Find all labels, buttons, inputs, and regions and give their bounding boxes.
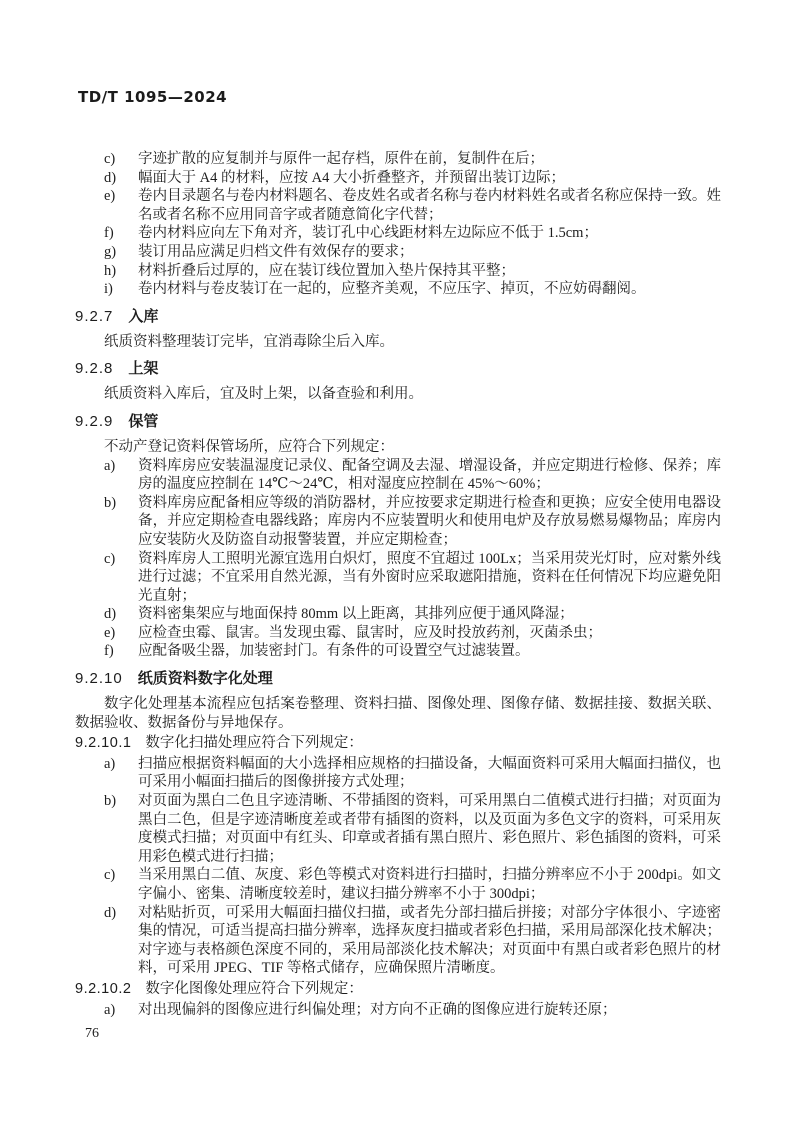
clause-number: 9.2.9 <box>75 412 114 430</box>
clause-title: 纸质资料数字化处理 <box>137 670 273 688</box>
list-item-text: 资料库房应配备相应等级的消防器材，并应按要求定期进行检查和更换；应安全使用电器设备，并应定期检查电器线路；库房内不应装置明火和使用电炉及存放易燃易爆物品；库房内应安装防火及防盗自动报警装置，并应定期检查； <box>138 494 721 548</box>
list-item <box>75 1001 721 1020</box>
list-item-label: a) <box>104 755 116 772</box>
list-item-label: f) <box>104 225 114 242</box>
list-item-text: 应配备吸尘器，加装密封门。有条件的可设置空气过滤装置。 <box>138 643 530 660</box>
list-item-text: 资料库房应安装温湿度记录仪、配备空调及去湿、增湿设备，并应定期进行检修、保养；库房的温度应控制在 14℃～24℃，相对湿度应控制在 45%～60%； <box>138 457 721 493</box>
list-item <box>75 169 721 188</box>
list-item <box>75 224 721 243</box>
list-item <box>75 550 721 606</box>
list-item-text: 扫描应根据资料幅面的大小选择相应规格的扫描设备，大幅面资料可采用大幅面扫描仪，也可采用小幅面扫描后的图像拼接方式处理； <box>138 755 721 791</box>
list-item-label: b) <box>104 793 117 810</box>
list-item <box>75 642 721 661</box>
list-item-text: 当采用黑白二值、灰度、彩色等模式对资料进行扫描时，扫描分辨率应不小于 200dpi。如文字偏小、密集、清晰度较差时，建议扫描分辨率不小于 300dpi； <box>138 867 721 902</box>
clause-number: 9.2.7 <box>75 307 114 325</box>
list-item-text: 应检查虫霉、鼠害。当发现虫霉、鼠害时，应及时投放药剂，灭菌杀虫； <box>138 624 602 641</box>
subclause-number: 9.2.10.1 <box>75 735 132 752</box>
clause-title: 上架 <box>128 360 159 378</box>
list-item <box>75 262 721 281</box>
list-item <box>75 624 721 643</box>
clause-number: 9.2.10 <box>75 670 123 688</box>
section-heading <box>75 359 721 379</box>
list-item-label: d) <box>104 169 117 186</box>
list-item-text: 对页面为黑白二色且字迹清晰、不带插图的资料，可采用黑白二值模式进行扫描；对页面为黑白二色，但是字迹清晰度差或者带有插图的资料，以及页面为多色文字的资料，可采用灰度模式扫描；对页面中有红头、印章或者插有黑白照片、彩色照片、彩色插图的资料，可采用彩色模式进行扫描； <box>138 793 721 865</box>
list-item-text: 卷内材料与卷皮装订在一起的，应整齐美观，不应压字、掉页，不应妨碍翻阅。 <box>138 281 646 298</box>
clause-title: 保管 <box>128 412 159 430</box>
ordered-list <box>75 1001 721 1020</box>
list-item <box>75 605 721 624</box>
ordered-list <box>75 457 721 662</box>
list-item-label: e) <box>104 188 116 205</box>
list-item-label: c) <box>104 550 116 567</box>
paragraph: 纸质资料整理装订完毕，宜消毒除尘后入库。 <box>104 333 394 350</box>
subclause-text: 数字化图像处理应符合下列规定： <box>145 980 363 997</box>
list-item-text: 资料库房人工照明光源宜选用白炽灯，照度不宜超过 100Lx；当采用荧光灯时，应对紫外线进行过滤；不宜采用自然光源，当有外窗时应采取遮阳措施，资料在任何情况下均应避免阳光直射； <box>138 550 721 604</box>
list-item <box>75 187 721 224</box>
list-item-text: 对粘贴折页，可采用大幅面扫描仪扫描，或者先分部扫描后拼接；对部分字体很小、字迹密集的情况，可适当提高扫描分辨率，选择灰度扫描或者彩色扫描，采用局部深化技术解决；对字迹与表格颜色深度不同的，采用局部淡化技术解决；对页面中有黑白或者彩色照片的材料，可采用 JPEG、TIF 等格式储存，应确保照片清晰度。 <box>138 904 721 977</box>
subclause-line <box>75 734 721 753</box>
list-item-label: c) <box>104 151 116 167</box>
subclause-line <box>75 980 721 999</box>
paragraph: 纸质资料入库后，宜及时上架，以备查验和利用。 <box>104 386 423 403</box>
list-item-label: i) <box>104 281 113 298</box>
clause-number: 9.2.8 <box>75 360 114 378</box>
list-item <box>75 792 721 866</box>
list-item-text: 卷内目录题名与卷内材料题名、卷皮姓名或者名称与卷内材料姓名或者名称应保持一致。姓名或者名称不应用同音字或者随意简化字代替； <box>138 188 721 223</box>
list-item-label: b) <box>104 494 117 511</box>
document-content <box>75 150 721 1019</box>
list-item-text: 卷内材料应向左下角对齐，装订孔中心线距材料左边际应不低于 1.5cm； <box>138 225 598 242</box>
list-item <box>75 243 721 262</box>
list-item-text: 对出现偏斜的图像应进行纠偏处理；对方向不正确的图像应进行旋转还原； <box>138 1001 617 1018</box>
paragraph: 数字化处理基本流程应包括案卷整理、资料扫描、图像处理、图像存储、数据挂接、数据关联、数据验收、数据备份与异地保存。 <box>75 696 721 731</box>
list-item-label: f) <box>104 643 114 660</box>
list-item-label: e) <box>104 624 116 641</box>
list-item <box>75 866 721 903</box>
list-item <box>75 904 721 978</box>
list-item <box>75 280 721 299</box>
list-item-label: a) <box>104 1001 116 1018</box>
list-item <box>75 150 721 169</box>
list-item-label: d) <box>104 904 117 921</box>
standard-code: TD/T 1095—2024 <box>78 88 228 106</box>
list-item-text: 装订用品应满足归档文件有效保存的要求； <box>138 243 414 260</box>
list-item-label: c) <box>104 867 116 884</box>
subclause-text: 数字化扫描处理应符合下列规定： <box>145 735 363 752</box>
section-heading <box>75 412 721 432</box>
list-item-text: 字迹扩散的应复制并与原件一起存档，原件在前，复制件在后； <box>138 151 544 167</box>
list-item-label: h) <box>104 262 117 279</box>
list-item-text: 资料密集架应与地面保持 80mm 以上距离，其排列应便于通风降湿； <box>138 606 574 623</box>
section-heading <box>75 669 721 689</box>
list-item <box>75 755 721 792</box>
list-item-label: d) <box>104 606 117 623</box>
list-item-label: g) <box>104 243 117 260</box>
list-item <box>75 457 721 494</box>
list-item-text: 幅面大于 A4 的材料，应按 A4 大小折叠整齐，并预留出装订边际； <box>138 169 565 186</box>
clause-title: 入库 <box>128 307 159 325</box>
list-item <box>75 494 721 550</box>
page-number: 76 <box>85 1026 99 1041</box>
subclause-number: 9.2.10.2 <box>75 980 132 997</box>
ordered-list <box>75 150 721 299</box>
section-heading <box>75 307 721 327</box>
list-item-label: a) <box>104 457 116 474</box>
paragraph: 不动产登记资料保管场所，应符合下列规定： <box>104 438 394 455</box>
ordered-list <box>75 755 721 978</box>
list-item-text: 材料折叠后过厚的，应在装订线位置加入垫片保持其平整； <box>138 262 515 279</box>
